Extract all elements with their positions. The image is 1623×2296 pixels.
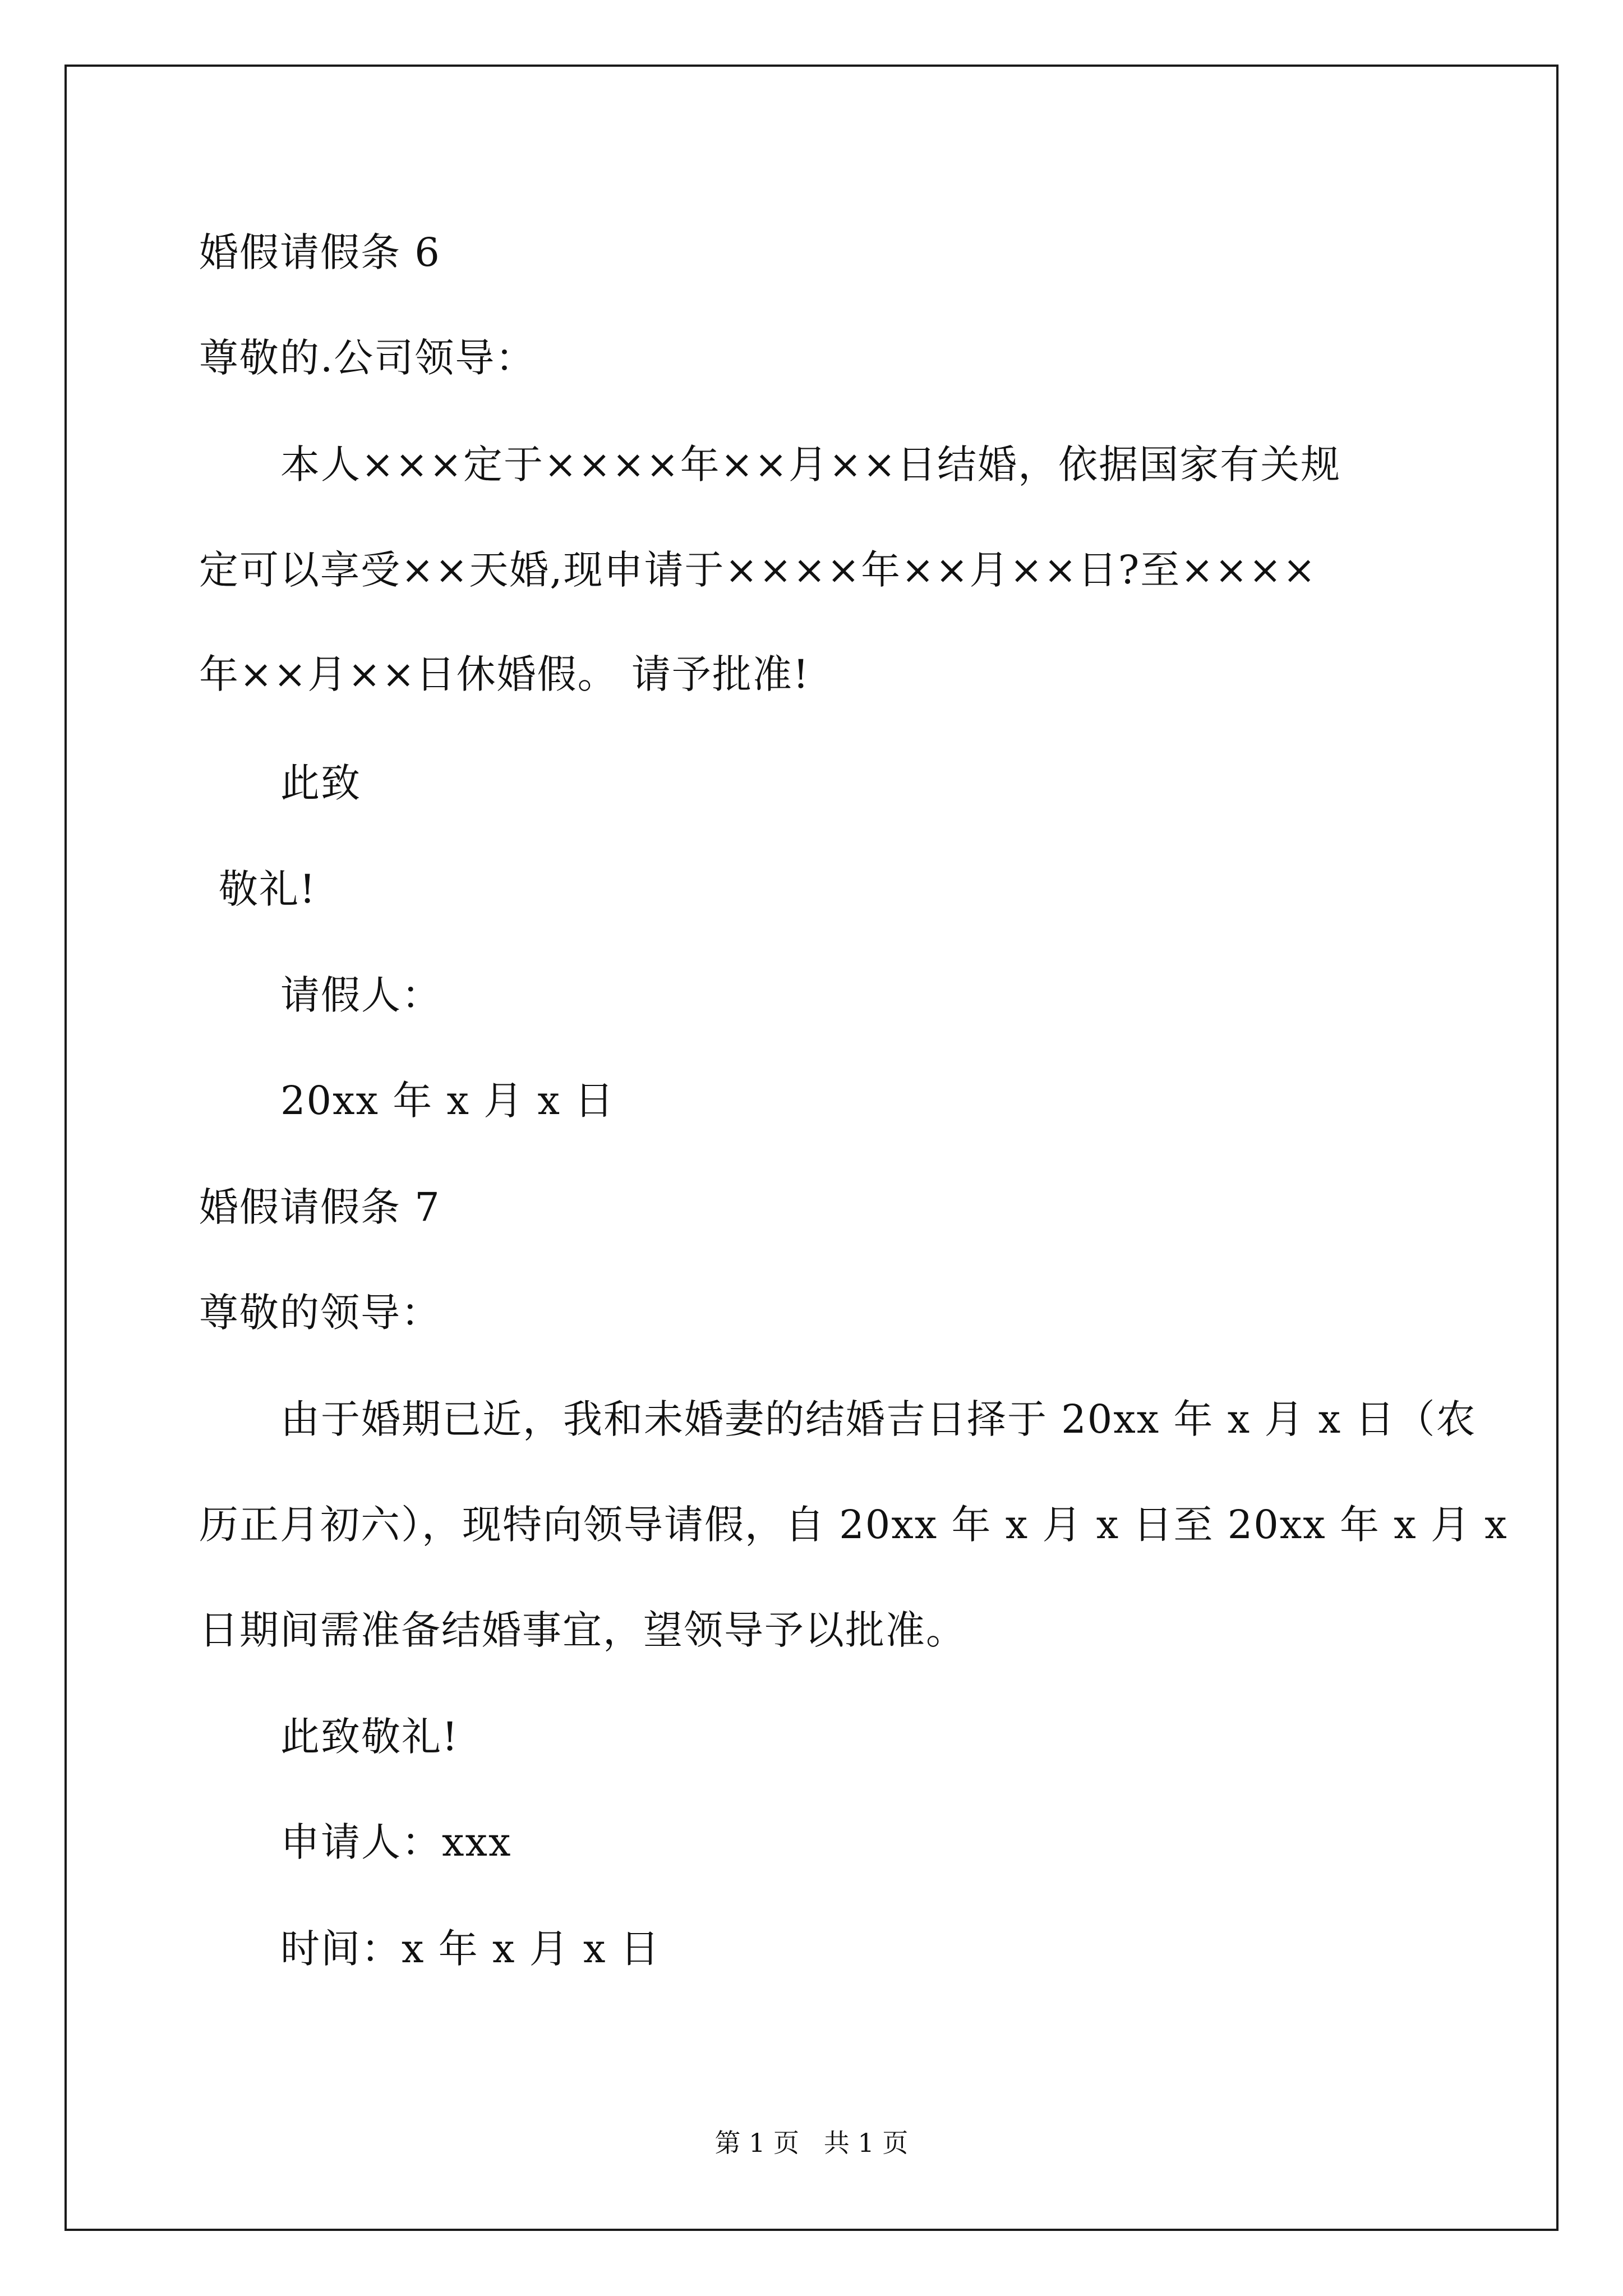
section-7-applicant: 申请人：xxx xyxy=(280,1819,512,1865)
section-7-body-line-2: 历正月初六），现特向领导请假，自 20xx 年 x 月 x 日至 20xx 年 x 月 x xyxy=(199,1502,1508,1548)
section-6-date: 20xx 年 x 月 x 日 xyxy=(280,1078,615,1124)
section-6-closing-1: 此致 xyxy=(280,760,361,806)
section-7-body-line-3: 日期间需准备结婚事宜，望领导予以批准。 xyxy=(199,1607,966,1653)
page-border xyxy=(64,65,1559,2231)
section-7-title: 婚假请假条 7 xyxy=(199,1184,441,1230)
section-6-body-line-1: 本人×××定于××××年××月××日结婚，依据国家有关规 xyxy=(280,441,1341,487)
section-6-applicant: 请假人： xyxy=(280,972,442,1018)
section-7-body-line-1: 由于婚期已近，我和未婚妻的结婚吉日择于 20xx 年 x 月 x 日（农 xyxy=(280,1396,1477,1442)
section-7-closing: 此致敬礼! xyxy=(280,1714,459,1760)
section-6-body-line-3: 年××月××日休婚假。 请予批准! xyxy=(199,651,810,697)
section-6-title: 婚假请假条 6 xyxy=(199,229,441,275)
section-7-date: 时间：x 年 x 月 x 日 xyxy=(280,1926,661,1972)
section-6-closing-2: 敬礼! xyxy=(219,866,317,912)
section-6-body-line-2: 定可以享受××天婚,现申请于××××年××月××日?至×××× xyxy=(199,547,1317,593)
section-6-salutation: 尊敬的.公司领导： xyxy=(199,335,536,381)
page-footer: 第 1 页 共 1 页 xyxy=(714,2128,909,2158)
section-7-salutation: 尊敬的领导： xyxy=(199,1290,441,1336)
